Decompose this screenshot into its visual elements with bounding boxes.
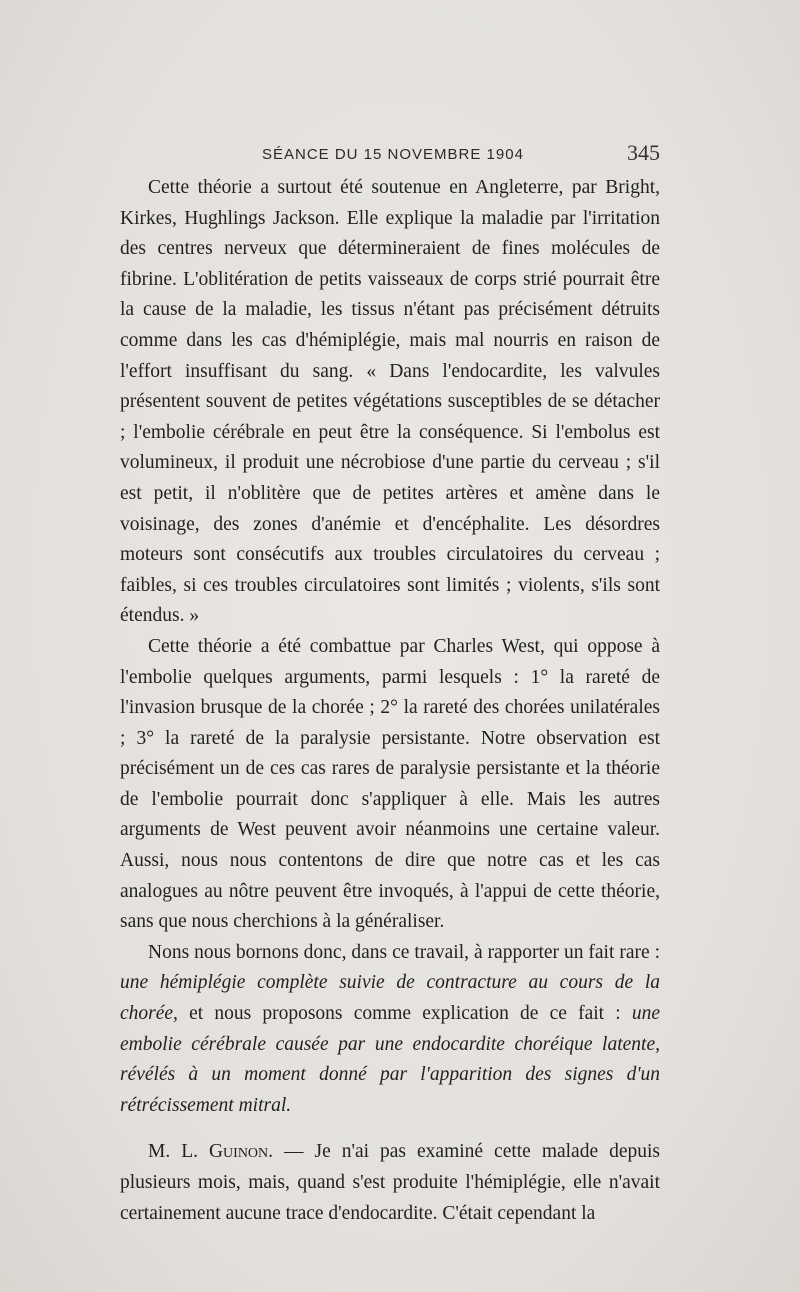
paragraph-3 <box>120 938 660 1122</box>
page-header <box>120 136 660 176</box>
paragraph-4-text: — Je n'ai pas examiné cette malade depuis plusieurs mois, mais, quand s'est produite l'hémiplégie, elle n'avait certainement aucune trace d'endocardite. C'était cependant la <box>120 1141 661 1224</box>
body-text <box>120 173 660 1229</box>
paragraph-4 <box>120 1137 660 1229</box>
speaker-name: M. L. Guinon. <box>148 1141 274 1163</box>
paragraph-3-text-c: et nous proposons comme explication de ce fait : <box>177 1003 632 1025</box>
paragraph-3-italic-b: une hémiplégie complète suivie de contracture au cours de la chorée, <box>120 972 660 1025</box>
paragraph-2: Cette théorie a été combattue par Charles West, qui oppose à l'embolie quelques arguments, parmi lesquels : 1° la rareté de l'invasion brusque de la chorée ; 2° la rareté des chorées unilatérales ; 3° la rareté de la paralysie persistante. Notre observation est précisément un de ces cas rares de paralysie persistante et la théorie de l'embolie pourrait donc s'appliquer à elle. Mais les autres arguments de West peuvent avoir néanmoins une certaine valeur. Aussi, nous nous contentons de dire que notre cas et les cas analogues au nôtre peuvent être invoqués, à l'appui de cette théorie, sans que nous cherchions à la généraliser. <box>120 635 660 933</box>
paragraph-3-text-a: Nons nous bornons donc, dans ce travail, à rapporter un fait rare : <box>148 941 660 963</box>
paragraph-1: Cette théorie a surtout été soutenue en Angleterre, par Bright, Kirkes, Hughlings Jackson. Elle explique la maladie par l'irritation des centres nerveux que détermineraient de fines molécules de fibrine. L'oblitération de petits vaisseaux de corps strié pourrait être la cause de la maladie, les tissus n'étant pas précisément détruits comme dans les cas d'hémiplégie, mais mal nourris en raison de l'effort insuffisant du sang. « Dans l'endocardite, les valvules présentent souvent de petites végétations susceptibles de se détacher ; l'embolie cérébrale en peut être la conséquence. Si l'embolus est volumineux, il produit une nécrobiose d'une partie du cerveau ; s'il est petit, il n'oblitère que de petites artères et amène dans le voisinage, des zones d'anémie et d'encéphalite. Les désordres moteurs sont consécutifs aux troubles circulatoires du cerveau ; faibles, si ces troubles circulatoires sont limités ; violents, s'ils sont étendus. » <box>120 177 660 627</box>
running-title: SÉANCE DU 15 NOVEMBRE 1904 <box>262 146 524 163</box>
page-number: 345 <box>627 140 660 165</box>
paragraph-3-italic-d: une embolie cérébrale causée par une endocardite choréique latente, révélés à un moment donné par l'apparition des signes d'un rétrécissement mitral. <box>120 1003 660 1116</box>
